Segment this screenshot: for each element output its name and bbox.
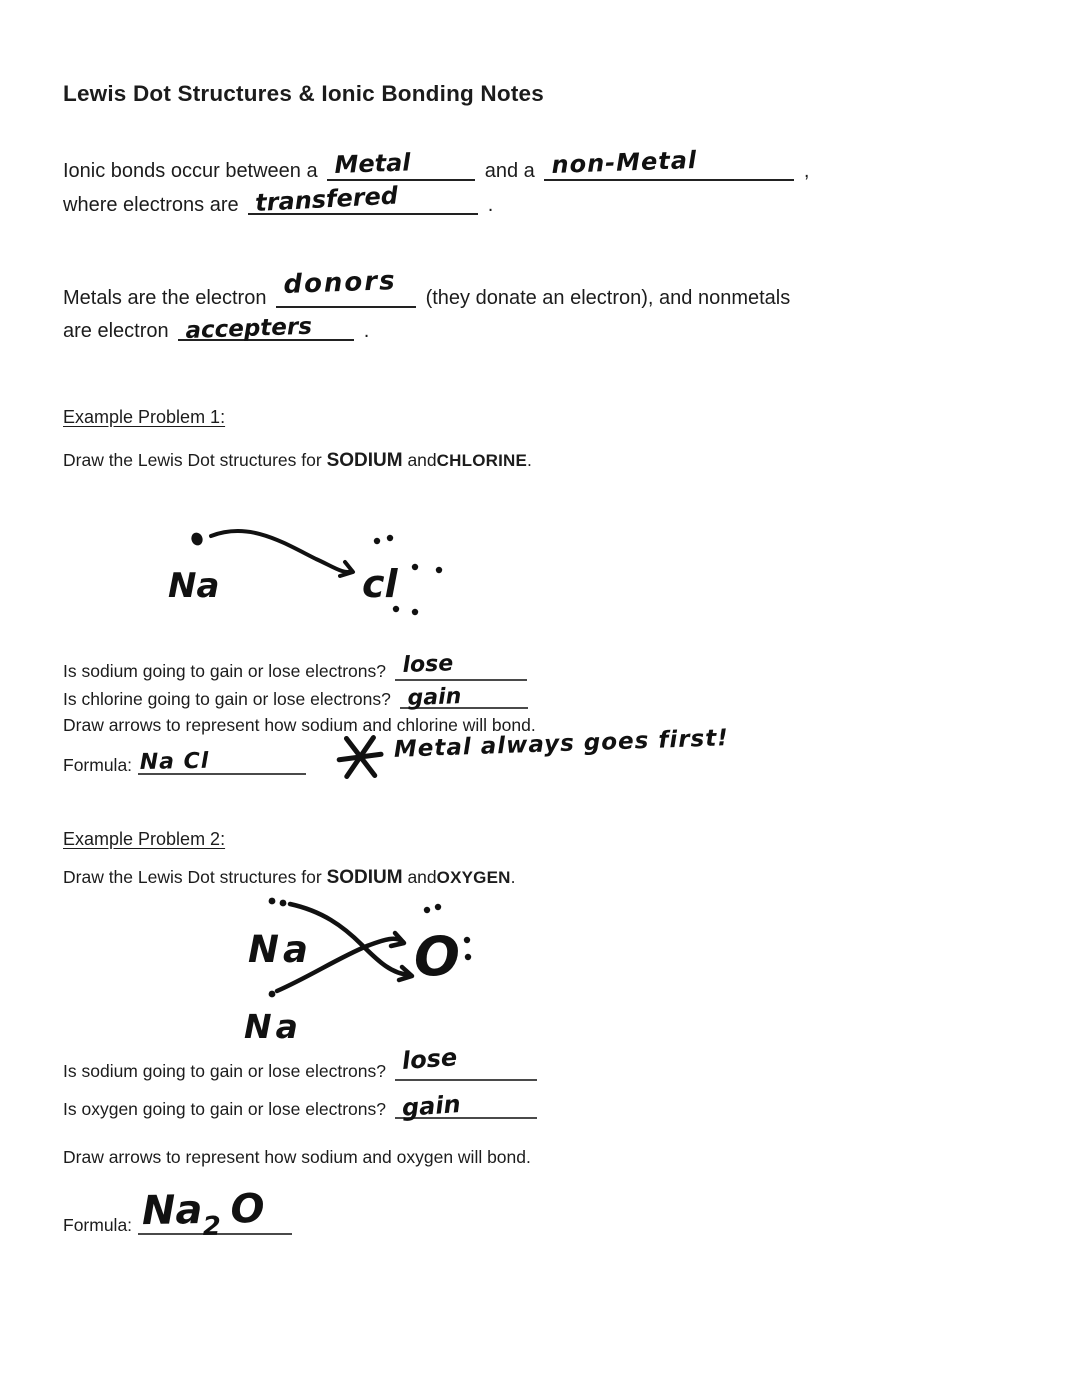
blank-ex1-sodium — [395, 650, 527, 681]
blank-metal — [327, 148, 475, 181]
sodium-electron-dot — [280, 900, 287, 907]
handwritten-accepters: accepters — [185, 314, 313, 345]
page-title: Lewis Dot Structures & Ionic Bonding Notes — [63, 81, 544, 106]
formula-label: Formula: — [63, 1215, 133, 1235]
chlorine-dot — [412, 609, 418, 615]
oxygen-dot — [464, 937, 470, 943]
blank-accepters — [178, 314, 354, 345]
roles-text-3: are electron — [63, 320, 169, 342]
oxygen-dot — [435, 904, 441, 910]
chlorine-dot — [412, 564, 418, 570]
example1-heading: Example Problem 1: — [63, 407, 226, 427]
roles-line-1 — [63, 265, 791, 310]
blank-ex2-sodium — [395, 1043, 537, 1081]
question-text: Is sodium going to gain or lose electrons? — [63, 1061, 386, 1081]
formula-tail: O — [229, 1185, 265, 1233]
handwritten-lose: lose — [400, 1043, 458, 1076]
asterisk-icon — [335, 731, 385, 783]
lewis-sketch-sodium-oxygen — [230, 888, 500, 1063]
chlorine-dot — [436, 567, 442, 573]
example1-element2: CHLORINE — [436, 451, 528, 470]
example2-draw-instruction: Draw arrows to represent how sodium and oxygen will bond. — [63, 1147, 531, 1167]
example1-formula-line — [63, 748, 310, 776]
formula-base: Na — [141, 1186, 203, 1234]
blank-ex2-oxygen — [395, 1090, 537, 1123]
roles-line-2 — [63, 314, 370, 345]
chlorine-dot — [374, 538, 380, 544]
intro-comma: , — [803, 160, 810, 182]
blank-transferred — [248, 181, 478, 218]
example1-question-sodium — [63, 650, 531, 682]
handwritten-metal: Metal — [334, 148, 412, 180]
oxygen-dot — [465, 954, 471, 960]
example2-element2: OXYGEN — [436, 868, 511, 887]
example1-draw-instruction: Draw arrows to represent how sodium and chlorine will bond. — [63, 715, 536, 735]
example1-element1: SODIUM — [326, 450, 403, 471]
sodium-symbol-bottom: Na — [244, 1007, 302, 1046]
example1-prompt-end: . — [527, 450, 532, 470]
handwritten-gain: gain — [406, 683, 462, 711]
handwritten-donors: donors — [282, 265, 398, 300]
example2-heading: Example Problem 2: — [63, 829, 226, 849]
question-text: Is oxygen going to gain or lose electrons? — [63, 1099, 386, 1119]
chlorine-symbol-label: cl — [362, 562, 398, 606]
blank-ex1-formula — [138, 748, 306, 775]
intro-period: . — [487, 194, 494, 216]
blank-ex1-chlorine — [400, 683, 528, 711]
sodium-symbol-top: Na — [248, 928, 312, 971]
intro-line-1 — [63, 146, 810, 183]
intro-line-2 — [63, 181, 494, 218]
chlorine-dot — [387, 535, 393, 541]
sodium-symbol-label: Na — [168, 566, 220, 606]
blank-nonmetal — [544, 146, 794, 181]
sodium-electron-dot — [190, 531, 205, 547]
handwritten-nonmetal: non-Metal — [551, 146, 698, 180]
roles-text-2: (they donate an electron), and nonmetals — [425, 287, 791, 309]
handwritten-gain: gain — [400, 1090, 462, 1123]
margin-note-text: Metal always goes first! — [393, 725, 730, 763]
example2-formula-line — [63, 1185, 296, 1242]
sodium-electron-dot — [269, 991, 276, 998]
sodium-electron-dot — [269, 898, 276, 905]
oxygen-symbol-label: O — [414, 925, 460, 988]
intro-text-3: where electrons are — [63, 194, 239, 216]
blank-ex2-formula — [138, 1185, 292, 1242]
roles-text-1: Metals are the electron — [63, 287, 267, 309]
handwritten-transferred: transfered — [254, 181, 399, 218]
chlorine-dot — [393, 606, 399, 612]
example2-prompt — [63, 867, 515, 890]
handwritten-lose: lose — [401, 650, 454, 678]
oxygen-dot — [424, 907, 430, 913]
example2-prompt-pre: Draw the Lewis Dot structures for — [63, 867, 322, 887]
handwritten-na2o — [141, 1185, 265, 1244]
roles-period: . — [363, 320, 370, 342]
formula-subscript: 2 — [202, 1211, 221, 1242]
example2-element1: SODIUM — [326, 867, 403, 888]
example2-prompt-and: and — [407, 867, 437, 887]
example2-question-sodium — [63, 1043, 541, 1082]
example2-question-oxygen — [63, 1090, 541, 1123]
question-text: Is chlorine going to gain or lose electrons? — [63, 689, 391, 709]
lewis-sketch-sodium-chlorine — [148, 495, 468, 645]
handwritten-nacl: Na Cl — [139, 748, 210, 775]
example1-prompt — [63, 450, 532, 473]
blank-donors — [276, 265, 416, 308]
example1-prompt-pre: Draw the Lewis Dot structures for — [63, 450, 322, 470]
formula-label: Formula: — [63, 755, 133, 775]
intro-text-1: Ionic bonds occur between a — [63, 160, 318, 182]
example2-prompt-end: . — [510, 867, 516, 887]
transfer-arrow — [211, 531, 352, 572]
question-text: Is sodium going to gain or lose electrons? — [63, 661, 386, 681]
intro-text-2: and a — [484, 160, 535, 182]
example1-prompt-and: and — [407, 450, 437, 470]
example1-question-chlorine — [63, 683, 532, 711]
